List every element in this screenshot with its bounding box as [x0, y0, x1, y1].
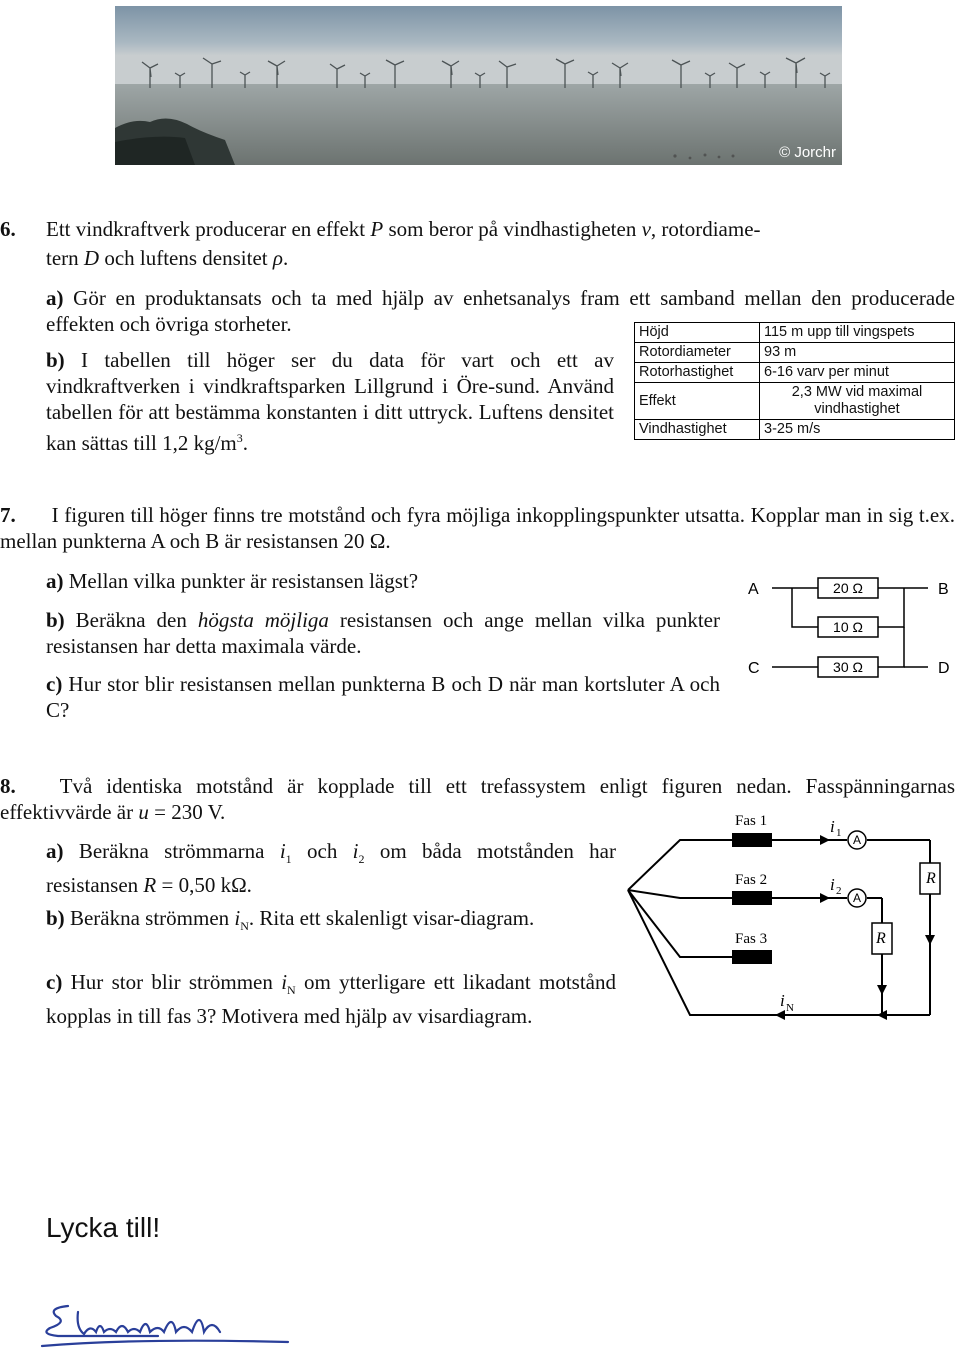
q6-var-rho: ρ — [272, 246, 283, 270]
q8a-i1: i — [279, 839, 286, 863]
fas-3-label: Fas 3 — [735, 931, 768, 947]
q6-intro-text-5: och luftens densitet — [99, 246, 273, 270]
q6-var-v: v — [641, 217, 651, 241]
question-8c — [46, 969, 616, 1029]
fas-1-label: Fas 1 — [735, 813, 768, 829]
point-D: D — [938, 660, 950, 677]
question-7a — [46, 568, 706, 594]
q6b-end: . — [242, 431, 248, 455]
iN-subscript: N — [786, 1002, 794, 1014]
question-6-intro — [0, 216, 955, 242]
q8a-i2: i — [352, 839, 359, 863]
q7c-text: Hur stor blir resistansen mellan punkterna B och D när man kortsluter A och C? — [46, 672, 720, 722]
point-A: A — [748, 581, 759, 598]
q8c-text-1: Hur stor blir strömmen — [62, 970, 282, 994]
table-row — [635, 420, 955, 440]
q8a-label: a) — [46, 839, 64, 863]
question-7b — [46, 607, 720, 659]
turbine-data-table — [634, 322, 955, 440]
q6-intro-text-4: tern — [46, 246, 84, 270]
q6b-exponent: 3 — [236, 431, 243, 445]
phase-2-source — [732, 891, 772, 905]
question-8a — [46, 838, 616, 898]
q6a-text: Gör en produktansats och ta med hjälp av enhetsanalys fram ett samband mellan den producerade effekten och övriga storheter. — [46, 286, 955, 336]
fas-2-label: Fas 2 — [735, 872, 768, 888]
q6a-label: a) — [46, 286, 64, 310]
table-key: Höjd — [635, 323, 760, 343]
q7c-label: c) — [46, 672, 63, 696]
photo-credit: © Jorchr — [779, 144, 836, 161]
ammeter-1-label: A — [852, 833, 862, 847]
q7-intro-text: I figuren till höger finns tre motstånd och fyra möjliga inkopplingspunkter utsatta. Kopplar man in sig t.ex. mellan punkterna A och B är resistansen 20 Ω. — [0, 503, 955, 553]
q7a-label: a) — [46, 569, 64, 593]
ammeter-2-label: A — [852, 891, 862, 905]
q8c-sub: N — [287, 983, 296, 998]
table-row — [635, 383, 955, 420]
R2-label: R — [876, 930, 886, 947]
q8c-i: i — [281, 970, 288, 994]
q7b-text-2: resistansen och ange mellan vilka punkter resistansen har detta maximala värde. — [46, 608, 720, 658]
i1-label: i — [830, 817, 835, 836]
table-value: 3-25 m/s — [760, 420, 955, 440]
q8-var-u: u — [138, 800, 149, 824]
i1-subscript: 1 — [836, 827, 842, 839]
wind-farm-image — [115, 6, 842, 165]
q8a-text-3: om båda motstånden har resistansen — [46, 839, 616, 898]
q8c-text-2: om ytterligare ett likadant motstånd kopplas in till fas 3? Motivera med hjälp av visardiagram. — [46, 970, 616, 1029]
i2-label: i — [830, 875, 835, 894]
q8a-sub2: 2 — [358, 852, 365, 867]
question-7-intro — [0, 502, 955, 554]
table-value: 2,3 MW vid maximal vindhastighet — [760, 383, 955, 420]
q7b-italic: högsta möjliga — [197, 608, 329, 632]
q6-intro-text-1: Ett vindkraftverk producerar en effekt — [46, 217, 371, 241]
point-B: B — [938, 581, 949, 598]
question-6-intro-line2 — [46, 245, 946, 271]
q8b-label: b) — [46, 906, 65, 930]
resistor-20-label: 20 Ω — [833, 580, 863, 596]
q8a-text-1: Beräkna strömmarna — [63, 839, 280, 863]
q6-intro-text-3: , rotordiame- — [650, 217, 761, 241]
question-8-number: 8. — [0, 774, 16, 798]
three-phase-diagram — [620, 810, 950, 1025]
question-6-number: 6. — [0, 217, 16, 241]
q6b-label: b) — [46, 348, 65, 372]
i2-subscript: 2 — [836, 885, 842, 897]
q7a-text: Mellan vilka punkter är resistansen lägst? — [63, 569, 419, 593]
iN-label: i — [780, 991, 785, 1010]
table-value: 115 m upp till vingspets — [760, 323, 955, 343]
table-value: 6-16 varv per minut — [760, 363, 955, 383]
q7b-label: b) — [46, 608, 65, 632]
wind-farm-photo — [115, 6, 842, 165]
q8b-i: i — [234, 906, 241, 930]
q6-var-D: D — [83, 246, 100, 270]
table-value: 93 m — [760, 343, 955, 363]
q8-intro-text-1: Två identiska motstånd är kopplade till ett trefassystem enligt figuren nedan. Fasspänningarnas effektivvärde är — [0, 774, 955, 824]
question-7c — [46, 671, 720, 723]
q6-intro-text-6: . — [282, 246, 289, 270]
R1-label: R — [926, 870, 936, 887]
table-row — [635, 363, 955, 383]
q8b-text-1: Beräkna strömmen — [64, 906, 235, 930]
question-8b — [46, 905, 616, 939]
q6b-text: I tabellen till höger ser du data för vart och ett av vindkraftverken i vindkraftsparken Lillgrund i Öre-sund. Använd tabellen för att bestämma konstanten i ditt uttryck. Luftens densitet kan sättas till 1,2 kg/m — [46, 348, 614, 455]
table-key: Effekt — [635, 383, 760, 420]
point-C: C — [748, 660, 760, 677]
table-row — [635, 323, 955, 343]
resistor-30-label: 30 Ω — [833, 659, 863, 675]
question-7-number: 7. — [0, 503, 16, 527]
q8a-R: R — [143, 873, 157, 898]
q7b-text-1: Beräkna den — [64, 608, 198, 632]
q6-var-P: P — [370, 217, 384, 241]
q8a-text-4: = 0,50 kΩ. — [156, 873, 252, 898]
q8-intro-text-2: = 230 V. — [148, 800, 226, 824]
table-key: Rotorhastighet — [635, 363, 760, 383]
resistor-network-diagram — [740, 570, 960, 680]
q8a-sub1: 1 — [285, 852, 292, 867]
table-key: Rotordiameter — [635, 343, 760, 363]
q8c-label: c) — [46, 970, 63, 994]
q8b-text-2: . Rita ett skalenligt visar-diagram. — [248, 906, 535, 930]
resistor-10-label: 10 Ω — [833, 619, 863, 635]
table-row — [635, 343, 955, 363]
handwritten-signature — [38, 1298, 298, 1354]
phase-1-source — [732, 833, 772, 847]
table-key: Vindhastighet — [635, 420, 760, 440]
q6-intro-text-2: som beror på vindhastigheten — [383, 217, 642, 241]
signoff-text: Lycka till! — [46, 1212, 161, 1243]
phase-3-source — [732, 950, 772, 964]
question-6b — [46, 347, 614, 456]
q8b-sub: N — [240, 919, 249, 934]
q8a-text-2: och — [291, 839, 353, 863]
